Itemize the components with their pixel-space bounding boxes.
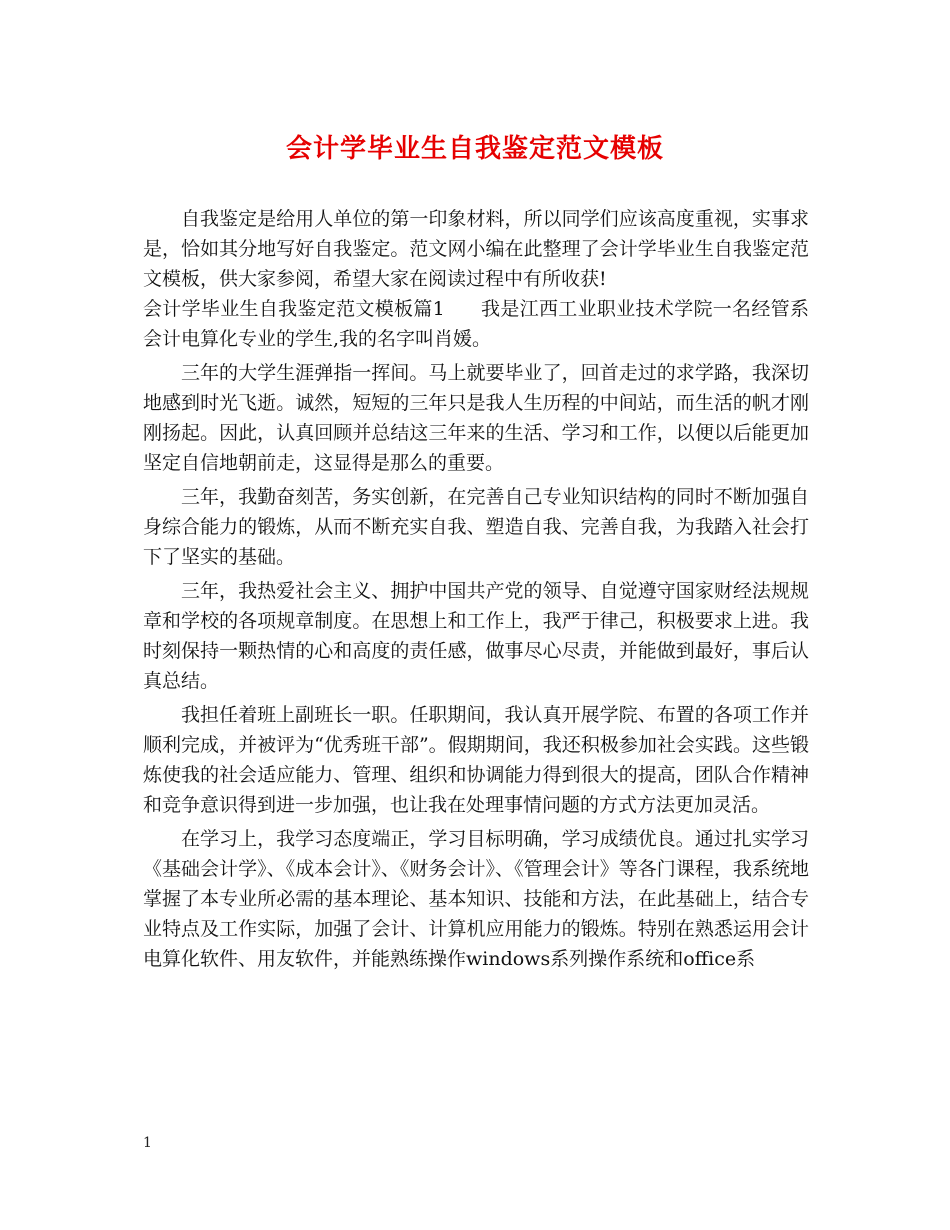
- body-paragraph-4: 我担任着班上副班长一职。任职期间，我认真开展学院、布置的各项工作并顺利完成，并被评为“优秀班干部”。假期期间，我还积极参加社会实践。这些锻炼使我的社会适应能力、管理、组织和协调能力得到很大的提高，团队合作精神和竞争意识得到进一步加强，也让我在处理事情问题的方式方法更加灵活。: [143, 704, 809, 816]
- document-title: 会计学毕业生自我鉴定范文模板: [285, 134, 664, 164]
- document-body: [143, 204, 809, 974]
- section-heading: 会计学毕业生自我鉴定范文模板篇1: [143, 298, 445, 320]
- body-paragraph-1: 三年的大学生涯弹指一挥间。马上就要毕业了，回首走过的求学路，我深切地感到时光飞逝。诚然，短短的三年只是我人生历程的中间站，而生活的帆才刚刚扬起。因此，认真回顾并总结这三年来的生活、学习和工作，以便以后能更加坚定自信地朝前走，这显得是那么的重要。: [143, 362, 809, 474]
- body-paragraph-5: 在学习上，我学习态度端正，学习目标明确，学习成绩优良。通过扎实学习《基础会计学》、《成本会计》、《财务会计》、《管理会计》等各门课程，我系统地掌握了本专业所必需的基本理论、基本知识、技能和方法，在此基础上，结合专业特点及工作实际，加强了会计、计算机应用能力的锻炼。特别在熟悉运用会计电算化软件、用友软件，并能熟练操作windows系列操作系统和office系: [143, 828, 809, 970]
- section-lead-text: 我是江西工业职业技术学院一名经管系会计电算化专业的学生,我的名字叫肖媛。: [143, 298, 809, 350]
- body-paragraph-3: 三年，我热爱社会主义、拥护中国共产党的领导、自觉遵守国家财经法规规章和学校的各项规章制度。在思想上和工作上，我严于律己，积极要求上进。我时刻保持一颗热情的心和高度的责任感，做事尽心尽责，并能做到最好，事后认真总结。: [143, 580, 809, 692]
- intro-paragraph: 自我鉴定是给用人单位的第一印象材料，所以同学们应该高度重视，实事求是，恰如其分地写好自我鉴定。范文网小编在此整理了会计学毕业生自我鉴定范文模板，供大家参阅，希望大家在阅读过程中有所收获!: [143, 208, 809, 290]
- section-heading-line: [143, 294, 809, 354]
- body-paragraph-2: 三年，我勤奋刻苦，务实创新，在完善自己专业知识结构的同时不断加强自身综合能力的锻炼，从而不断充实自我、塑造自我、完善自我，为我踏入社会打下了坚实的基础。: [143, 486, 809, 568]
- page-number: 1: [143, 1135, 152, 1151]
